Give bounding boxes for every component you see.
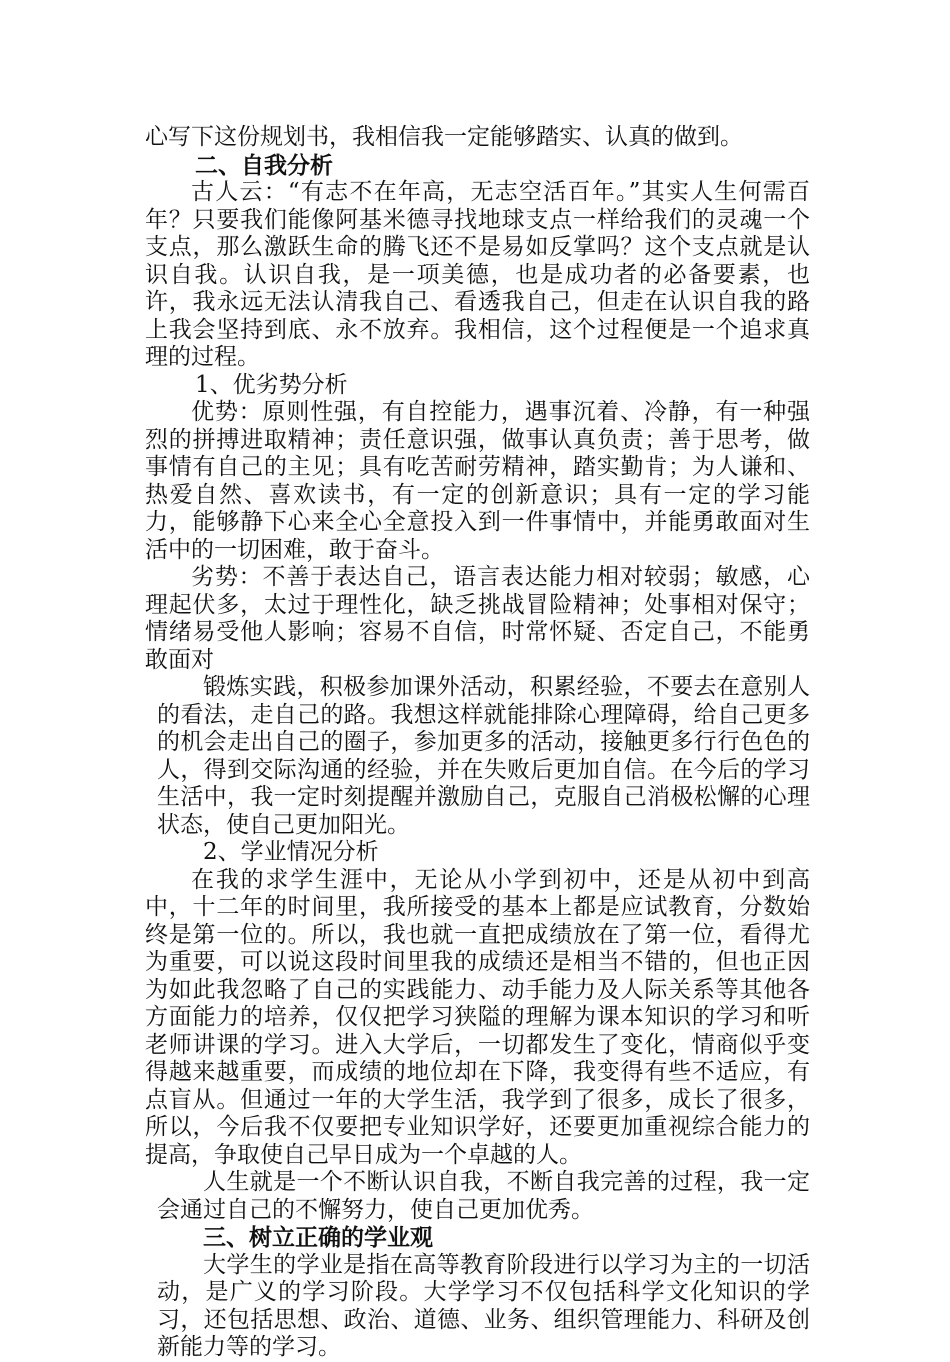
section-heading-academic-view: 三、树立正确的学业观 [203,1224,433,1251]
section-heading-self-analysis: 二、自我分析 [195,151,333,179]
paragraph-continuation: 心写下这份规划书，我相信我一定能够踏实、认真的做到。 [145,124,743,150]
paragraph-academic-definition: 大学生的学业是指在高等教育阶段进行以学习为主的一切活动，是广义的学习阶段。大学学习不仅包括科学文化知识的学习，还包括思想、政治、道德、业务、组织管理能力、科研及创新能力等的学习。 [157,1251,810,1360]
paragraph-self-knowledge: 古人云：“有志不在年高，无志空活百年。”其实人生何需百年？只要我们能像阿基米德寻找地球支点一样给我们的灵魂一个支点，那么激跃生命的腾飞还不是易如反掌吗？这个支点就是认识自我。认识自我，是一项美德，也是成功者的必备要素，也许，我永远无法认清我自己、看透我自己，但走在认识自我的路上我会坚持到底、永不放弃。我相信，这个过程便是一个追求真理的过程。 [145,179,810,370]
paragraph-academic-history: 在我的求学生涯中，无论从小学到初中，还是从初中到高中，十二年的时间里，我所接受的基本上都是应试教育，分数始终是第一位的。所以，我也就一直把成绩放在了第一位，看得尤为重要，可以说这段时间里我的成绩还是相当不错的，但也正因为如此我忽略了自己的实践能力、动手能力及人际关系等其他各方面能力的培养，仅仅把学习狭隘的理解为课本知识的学习和听老师讲课的学习。进入大学后，一切都发生了变化，情商似乎变得越来越重要，而成绩的地位却在下降，我变得有些不适应，有点盲从。但通过一年的大学生活，我学到了很多，成长了很多，所以，今后我不仅要把专业知识学好，还要更加重视综合能力的提高，争取使自己早日成为一个卓越的人。 [145,866,810,1168]
paragraph-weaknesses: 劣势：不善于表达自己，语言表达能力相对较弱；敏感，心理起伏多，太过于理性化，缺乏挑战冒险精神；处事相对保守；情绪易受他人影响；容易不自信，时常怀疑、否定自己，不能勇敢面对 [145,564,810,673]
paragraph-strengths: 优势：原则性强，有自控能力，遇事沉着、冷静，有一种强烈的拼搏进取精神；责任意识强，做事认真负责；善于思考，做事情有自己的主见；具有吃苦耐劳精神，踏实勤肯；为人谦和、热爱自然、喜欢读书，有一定的创新意识；具有一定的学习能力，能够静下心来全心全意投入到一件事情中，并能勇敢面对生活中的一切困难，敢于奋斗。 [145,399,810,563]
paragraph-improvement: 锻炼实践，积极参加课外活动，积累经验，不要去在意别人的看法，走自己的路。我想这样就能排除心理障碍，给自己更多的机会走出自己的圈子，参加更多的活动，接触更多行行色色的人，得到交际沟通的经验，并在失败后更加自信。在今后的学习生活中，我一定时刻提醒并激励自己，克服自己消极松懈的心理状态，使自己更加阳光。 [157,674,810,838]
subheading-academic-analysis: 2、学业情况分析 [203,839,379,865]
body-text [145,124,810,1362]
paragraph-self-improvement: 人生就是一个不断认识自我，不断自我完善的过程，我一定会通过自己的不懈努力，使自己更加优秀。 [157,1169,810,1223]
subheading-strengths-weaknesses: 1、优劣势分析 [195,371,348,398]
